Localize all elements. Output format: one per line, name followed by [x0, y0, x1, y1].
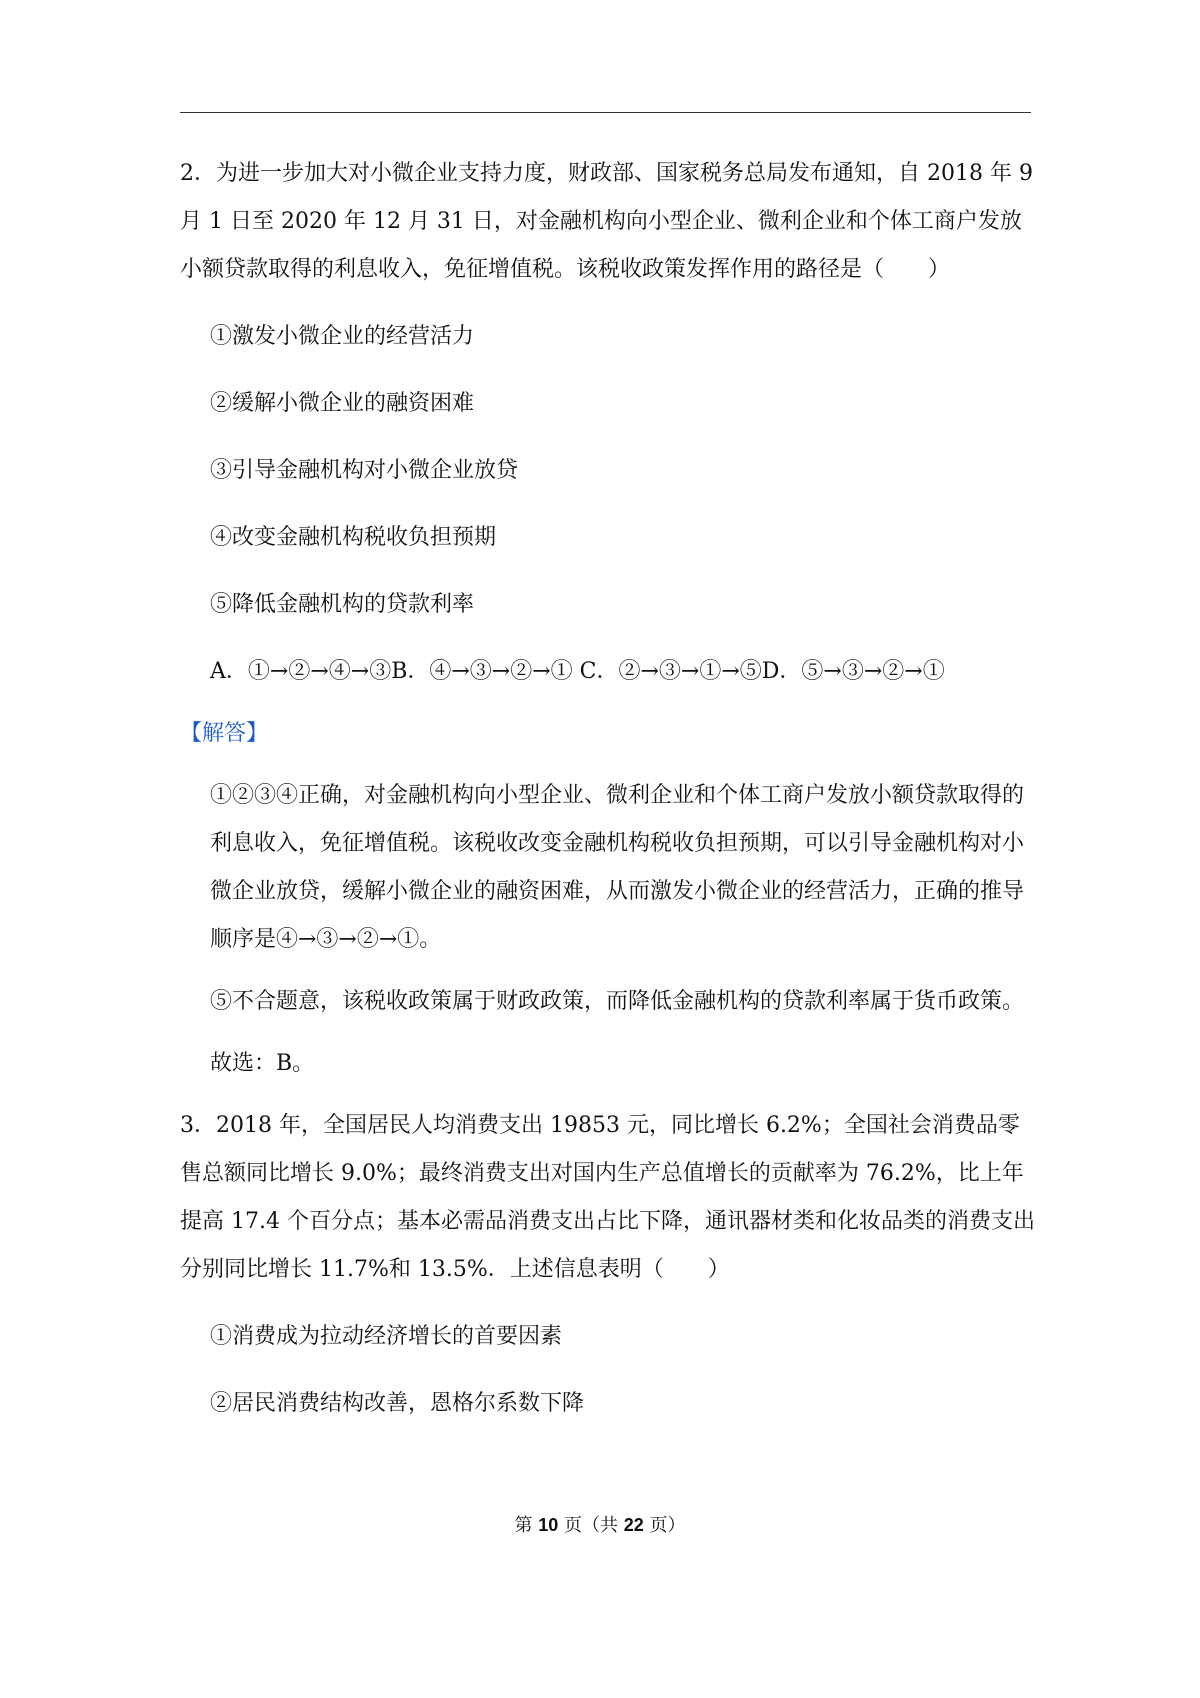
- page-footer: [0, 1510, 1200, 1541]
- question-3-option-1: ①消费成为拉动经济增长的首要因素: [210, 1324, 563, 1349]
- answer-paragraph-2: ⑤不合题意，该税收政策属于财政政策，而降低金融机构的贷款利率属于货币政策。: [210, 989, 1025, 1014]
- footer-prefix: 第: [514, 1515, 539, 1536]
- header-rule: [180, 112, 1031, 113]
- answer-paragraph-1: ①②③④正确，对金融机构向小型企业、微利企业和个体工商户发放小额贷款取得的利息收入，免征增值税。该税收改变金融机构税收负担预期，可以引导金融机构对小微企业放贷，缓解小微企业的融资困难，从而激发小微企业的经营活力，正确的推导顺序是④→③→②→①。: [210, 783, 1025, 952]
- question-2-stem: 2．为进一步加大对小微企业支持力度，财政部、国家税务总局发布通知，自 2018 年 9 月 1 日至 2020 年 12 月 31 日，对金融机构向小型企业、微利企业和个体工商户发放小额贷款取得的利息收入，免征增值税。该税收政策发挥作用的路径是（ ）: [180, 161, 1033, 282]
- question-2-option-2: ②缓解小微企业的融资困难: [210, 391, 475, 416]
- question-2-option-3: ③引导金融机构对小微企业放贷: [210, 458, 519, 483]
- footer-page-number: 10: [538, 1515, 559, 1535]
- page-content: [180, 150, 1040, 1428]
- question-3-option-2: ②居民消费结构改善，恩格尔系数下降: [210, 1391, 585, 1416]
- footer-suffix: 页）: [643, 1515, 686, 1536]
- question-2-choices: A．①→②→④→③B．④→③→②→① C．②→③→①→⑤D．⑤→③→②→①: [210, 659, 945, 684]
- question-2-option-1: ①激发小微企业的经营活力: [210, 324, 475, 349]
- answer-title: 【解答】: [180, 721, 269, 746]
- question-3-stem: 3．2018 年，全国居民人均消费支出 19853 元，同比增长 6.2%；全国社会消费品零售总额同比增长 9.0%；最终消费支出对国内生产总值增长的贡献率为 76.2%，比上年提高 17.4 个百分点；基本必需品消费支出占比下降，通讯器材类和化妆品类的消费支出分别同比增长 11.7%和 13.5%．上述信息表明（ ）: [180, 1113, 1035, 1282]
- answer-paragraph-3: 故选：B。: [210, 1051, 315, 1076]
- footer-total-pages: 22: [623, 1515, 644, 1535]
- footer-middle: 页（共: [558, 1515, 624, 1536]
- question-2-option-4: ④改变金融机构税收负担预期: [210, 525, 497, 550]
- question-2-option-5: ⑤降低金融机构的贷款利率: [210, 592, 475, 617]
